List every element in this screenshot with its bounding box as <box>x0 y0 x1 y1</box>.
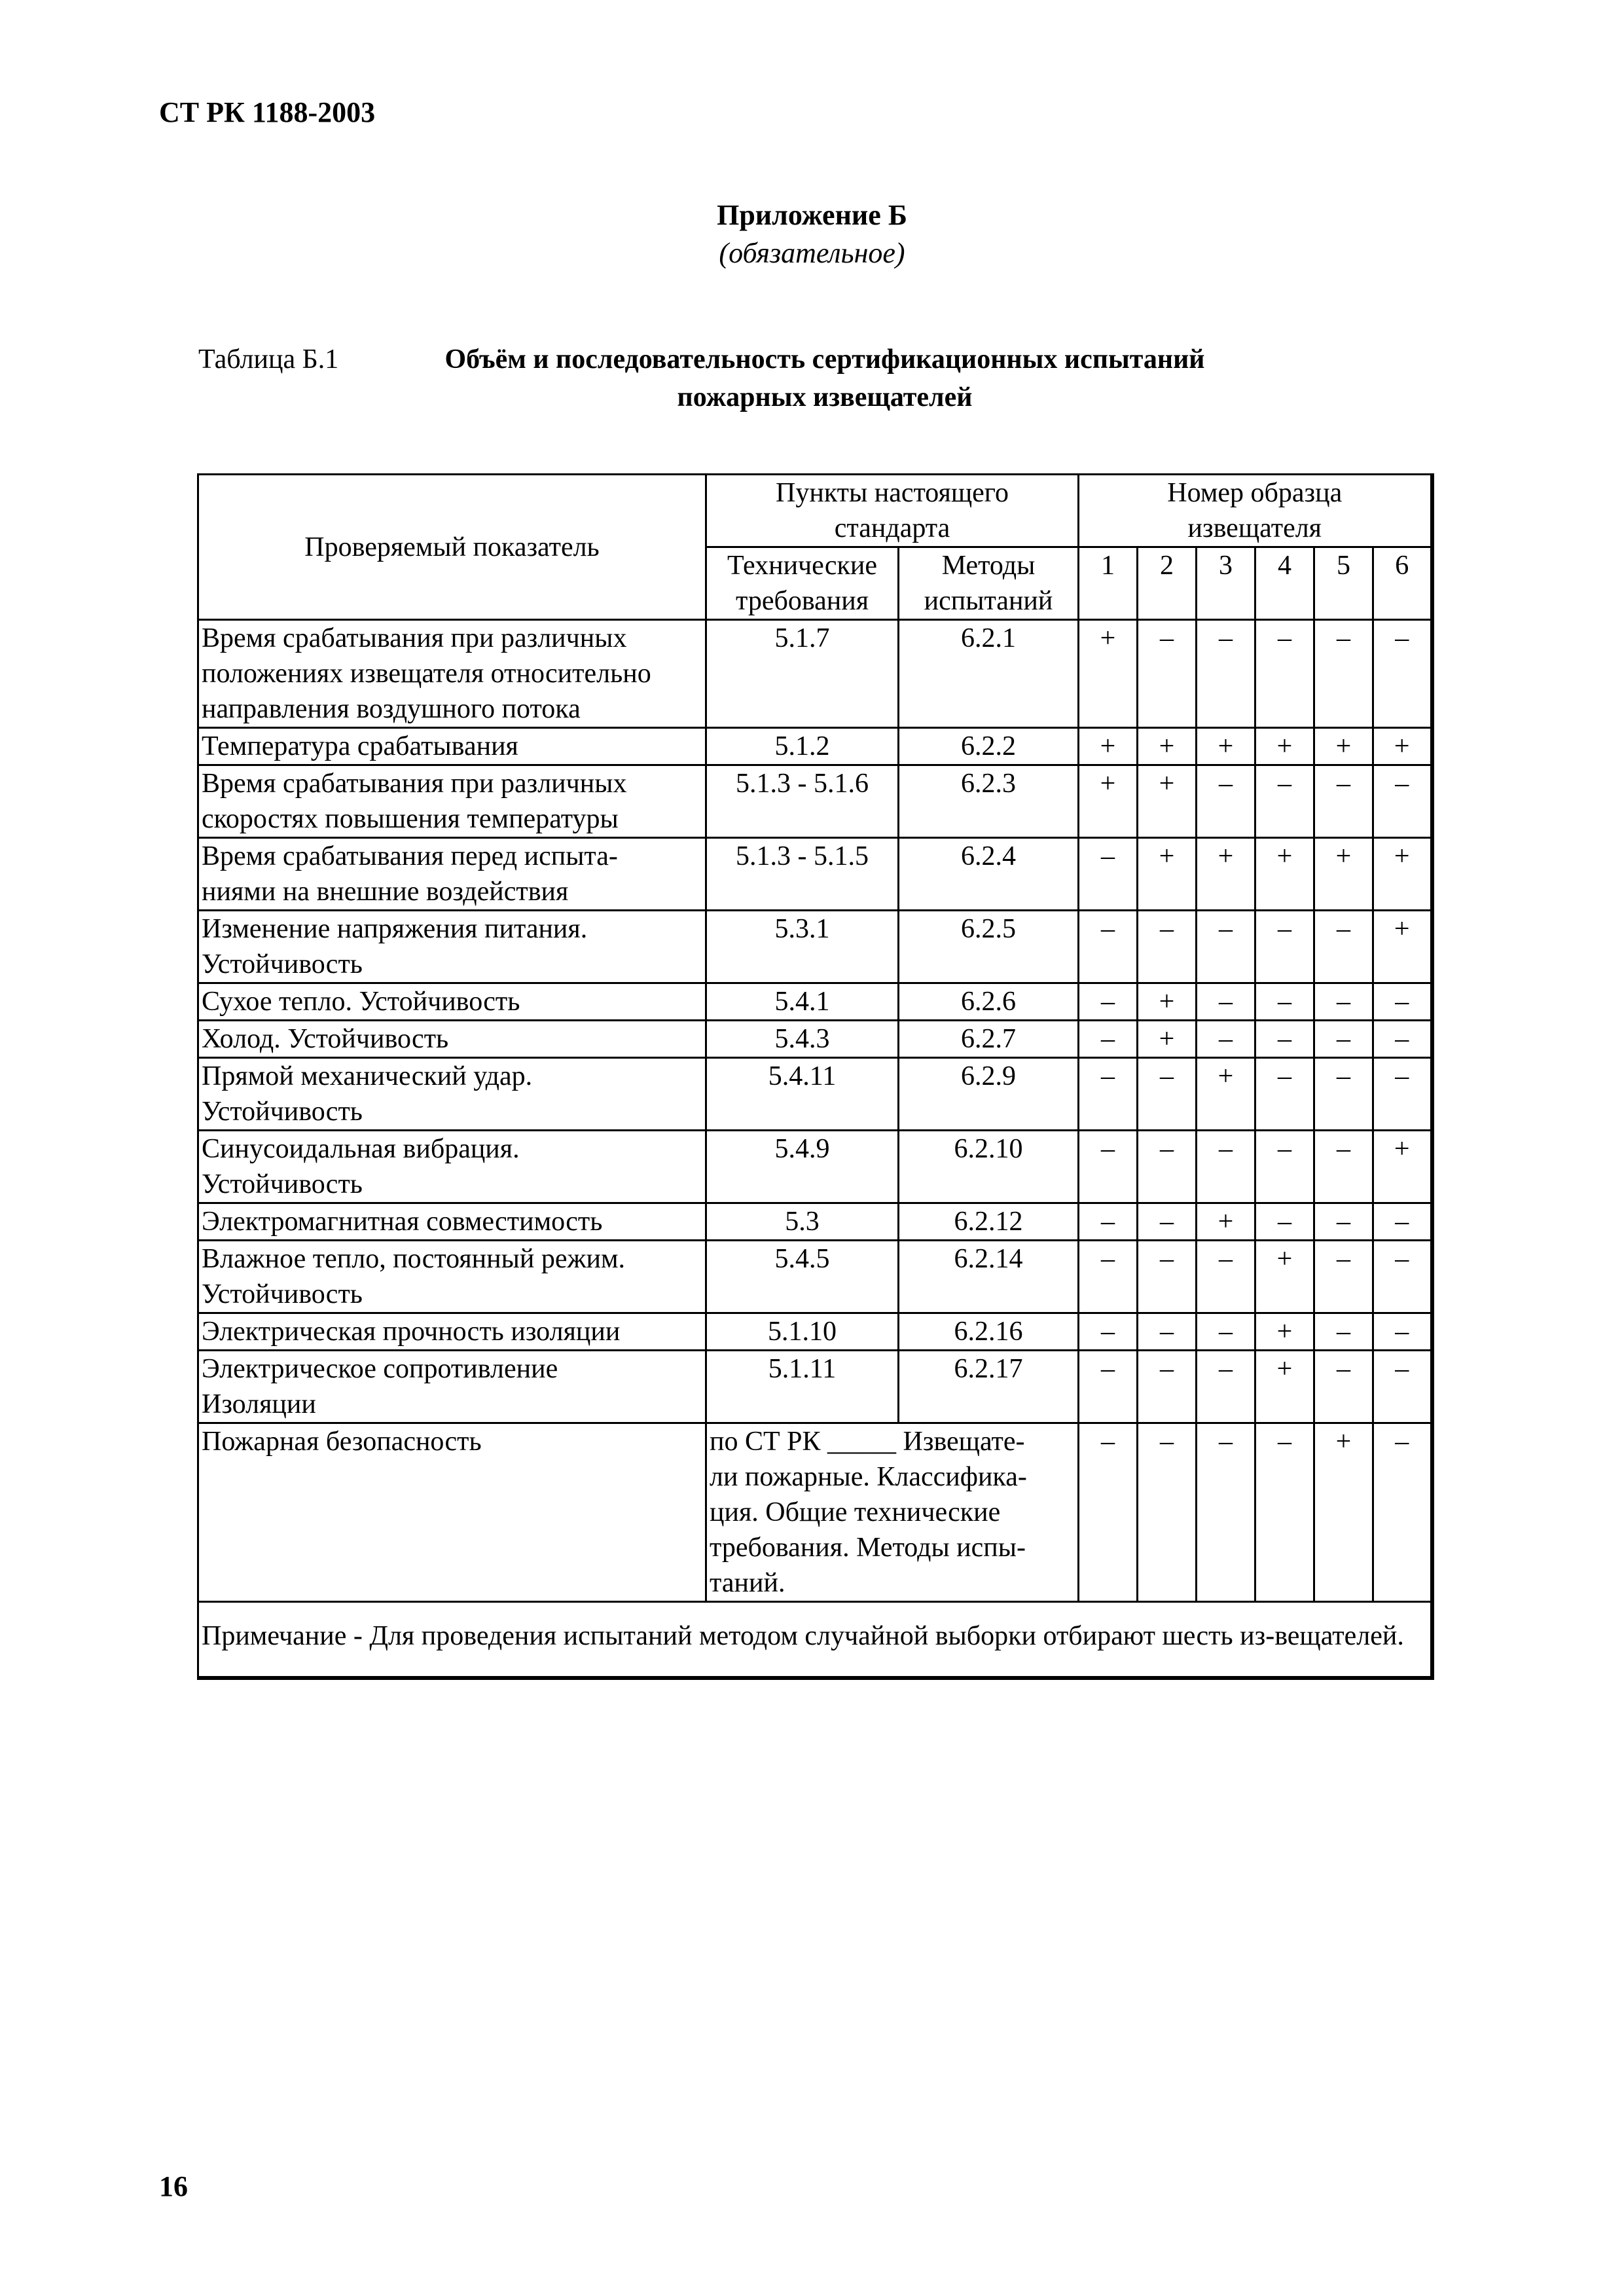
sample-mark-cell: + <box>1314 838 1373 911</box>
standard-reference-line: ция. Общие технические <box>710 1497 1001 1527</box>
sample-mark-cell: – <box>1079 983 1138 1021</box>
sample-mark-cell: – <box>1255 620 1314 728</box>
table-row <box>198 1131 1432 1203</box>
table-body <box>198 620 1432 1679</box>
table-caption-title-line: Объём и последовательность сертификационных испытаний <box>444 344 1205 374</box>
sample-mark-cell: – <box>1079 1021 1138 1058</box>
param-line: Холод. Устойчивость <box>202 1024 449 1054</box>
tech-requirement-cell: 5.1.2 <box>706 728 899 765</box>
sample-mark-cell: – <box>1255 1203 1314 1241</box>
sample-mark-cell: + <box>1197 1203 1255 1241</box>
header-samples-line: Номер образца <box>1167 478 1343 508</box>
table-row <box>198 1058 1432 1131</box>
param-cell <box>198 1241 706 1313</box>
sample-mark-cell: – <box>1314 1203 1373 1241</box>
param-line: Изменение напряжения питания. <box>202 914 588 944</box>
header-sample-number: 4 <box>1255 547 1314 620</box>
table-row <box>198 765 1432 838</box>
param-line: положениях извещателя относительно <box>202 659 651 689</box>
header-samples <box>1079 475 1432 547</box>
table-row <box>198 1203 1432 1241</box>
tech-requirement-cell: 5.4.1 <box>706 983 899 1021</box>
test-method-cell: 6.2.10 <box>899 1131 1079 1203</box>
table-row <box>198 620 1432 728</box>
sample-mark-cell: + <box>1079 765 1138 838</box>
header-sample-number: 3 <box>1197 547 1255 620</box>
appendix-subtitle: (обязательное) <box>719 237 905 269</box>
test-method-cell: 6.2.2 <box>899 728 1079 765</box>
sample-mark-cell: + <box>1255 1241 1314 1313</box>
sample-mark-cell: – <box>1255 1423 1314 1602</box>
tech-requirement-cell: 5.3.1 <box>706 911 899 983</box>
param-line: скоростях повышения температуры <box>202 804 619 834</box>
header-methods-line: Методы <box>941 551 1036 581</box>
sample-mark-cell: – <box>1197 620 1255 728</box>
tech-requirement-cell: 5.4.11 <box>706 1058 899 1131</box>
sample-mark-cell: – <box>1314 1021 1373 1058</box>
sample-mark-cell: – <box>1079 1203 1138 1241</box>
sample-mark-cell: + <box>1255 728 1314 765</box>
header-points-line: Пункты настоящего <box>776 478 1009 508</box>
table-row <box>198 838 1432 911</box>
sample-mark-cell: – <box>1079 1351 1138 1423</box>
param-line: Устойчивость <box>202 1169 363 1199</box>
tech-requirement-cell: 5.1.3 - 5.1.6 <box>706 765 899 838</box>
table-caption-title-line: пожарных извещателей <box>677 382 973 412</box>
param-line: ниями на внешние воздействия <box>202 877 569 907</box>
sample-mark-cell: + <box>1255 1313 1314 1351</box>
header-tech-line: Технические <box>727 551 878 581</box>
sample-mark-cell: – <box>1373 1021 1432 1058</box>
sample-mark-cell: – <box>1197 983 1255 1021</box>
header-sample-number: 6 <box>1373 547 1432 620</box>
standard-reference-line: ли пожарные. Классифика- <box>710 1462 1027 1492</box>
table-note: Примечание - Для проведения испытаний методом случайной выборки отбирают шесть из-вещателей. <box>198 1602 1432 1679</box>
sample-mark-cell: – <box>1197 1241 1255 1313</box>
test-method-cell: 6.2.4 <box>899 838 1079 911</box>
header-tech-requirements <box>706 547 899 620</box>
sample-mark-cell: – <box>1197 1313 1255 1351</box>
sample-mark-cell: – <box>1079 1241 1138 1313</box>
header-sample-number: 2 <box>1138 547 1197 620</box>
param-cell: Пожарная безопасность <box>198 1423 706 1602</box>
sample-mark-cell: – <box>1373 983 1432 1021</box>
table-row <box>198 983 1432 1021</box>
sample-mark-cell: – <box>1197 765 1255 838</box>
sample-mark-cell: + <box>1197 838 1255 911</box>
sample-mark-cell: + <box>1138 1021 1197 1058</box>
standard-reference-line: по СТ РК _____ Извещате- <box>710 1427 1025 1457</box>
sample-mark-cell: – <box>1373 620 1432 728</box>
param-cell <box>198 1313 706 1351</box>
header-sample-number: 1 <box>1079 547 1138 620</box>
appendix-title: Приложение Б <box>717 199 907 231</box>
param-cell <box>198 1058 706 1131</box>
test-method-cell: 6.2.7 <box>899 1021 1079 1058</box>
sample-mark-cell: – <box>1314 911 1373 983</box>
sample-mark-cell: – <box>1138 1131 1197 1203</box>
sample-mark-cell: + <box>1373 838 1432 911</box>
test-method-cell: 6.2.1 <box>899 620 1079 728</box>
sample-mark-cell: – <box>1314 1058 1373 1131</box>
header-param: Проверяемый показатель <box>198 475 706 620</box>
sample-mark-cell: + <box>1197 1058 1255 1131</box>
param-line: Температура срабатывания <box>202 731 518 761</box>
sample-mark-cell: – <box>1314 1241 1373 1313</box>
sample-mark-cell: – <box>1314 983 1373 1021</box>
sample-mark-cell: + <box>1079 620 1138 728</box>
param-line: Время срабатывания при различных <box>202 769 627 799</box>
sample-mark-cell: + <box>1138 765 1197 838</box>
sample-mark-cell: + <box>1138 983 1197 1021</box>
sample-mark-cell: – <box>1138 620 1197 728</box>
param-line: Устойчивость <box>202 949 363 979</box>
test-method-cell: 6.2.16 <box>899 1313 1079 1351</box>
document-code: СТ РК 1188-2003 <box>159 96 376 128</box>
table-row <box>198 1351 1432 1423</box>
header-methods-line: испытаний <box>924 586 1053 616</box>
sample-mark-cell: – <box>1373 1423 1432 1602</box>
sample-mark-cell: – <box>1197 1351 1255 1423</box>
test-method-cell: 6.2.14 <box>899 1241 1079 1313</box>
sample-mark-cell: – <box>1373 1241 1432 1313</box>
test-method-cell: 6.2.9 <box>899 1058 1079 1131</box>
sample-mark-cell: + <box>1197 728 1255 765</box>
sample-mark-cell: – <box>1197 911 1255 983</box>
table-row <box>198 911 1432 983</box>
table-row-fire-safety <box>198 1423 1432 1602</box>
sample-mark-cell: + <box>1373 728 1432 765</box>
sample-mark-cell: + <box>1138 838 1197 911</box>
sample-mark-cell: + <box>1314 728 1373 765</box>
tech-requirement-cell: 5.1.11 <box>706 1351 899 1423</box>
sample-mark-cell: – <box>1138 1058 1197 1131</box>
sample-mark-cell: – <box>1373 1058 1432 1131</box>
page-number: 16 <box>159 2170 188 2202</box>
param-line: Синусоидальная вибрация. <box>202 1134 520 1164</box>
param-cell <box>198 728 706 765</box>
sample-mark-cell: – <box>1373 1313 1432 1351</box>
test-method-cell: 6.2.3 <box>899 765 1079 838</box>
sample-mark-cell: + <box>1255 1351 1314 1423</box>
param-line: Время срабатывания при различных <box>202 623 627 653</box>
sample-mark-cell: – <box>1138 1241 1197 1313</box>
tech-requirement-cell: 5.1.10 <box>706 1313 899 1351</box>
sample-mark-cell: – <box>1373 1203 1432 1241</box>
sample-mark-cell: – <box>1079 1313 1138 1351</box>
sample-mark-cell: – <box>1079 911 1138 983</box>
header-test-methods <box>899 547 1079 620</box>
appendix-heading <box>0 196 1624 272</box>
table-row <box>198 1021 1432 1058</box>
param-line: Изоляции <box>202 1389 316 1419</box>
sample-mark-cell: – <box>1373 765 1432 838</box>
sample-mark-cell: – <box>1373 1351 1432 1423</box>
sample-mark-cell: – <box>1197 1423 1255 1602</box>
sample-mark-cell: + <box>1255 838 1314 911</box>
sample-mark-cell: – <box>1255 1021 1314 1058</box>
sample-mark-cell: – <box>1255 1058 1314 1131</box>
test-method-cell: 6.2.12 <box>899 1203 1079 1241</box>
param-cell <box>198 1203 706 1241</box>
sample-mark-cell: – <box>1255 1131 1314 1203</box>
sample-mark-cell: + <box>1138 728 1197 765</box>
param-line: Электрическая прочность изоляции <box>202 1317 621 1347</box>
sample-mark-cell: – <box>1314 1313 1373 1351</box>
sample-mark-cell: – <box>1079 838 1138 911</box>
sample-mark-cell: – <box>1314 1351 1373 1423</box>
sample-mark-cell: – <box>1314 1131 1373 1203</box>
table-row <box>198 728 1432 765</box>
test-method-cell: 6.2.6 <box>899 983 1079 1021</box>
table-caption-label: Таблица Б.1 <box>198 344 339 374</box>
param-line: Время срабатывания перед испыта- <box>202 841 618 871</box>
sample-mark-cell: – <box>1138 1313 1197 1351</box>
sample-mark-cell: – <box>1314 620 1373 728</box>
standard-reference-cell <box>706 1423 1079 1602</box>
table-header-row <box>198 475 1432 547</box>
sample-mark-cell: – <box>1197 1021 1255 1058</box>
tech-requirement-cell: 5.3 <box>706 1203 899 1241</box>
standard-reference-line: таний. <box>710 1568 785 1598</box>
header-sample-number: 5 <box>1314 547 1373 620</box>
param-line: Электромагнитная совместимость <box>202 1207 603 1237</box>
test-method-cell: 6.2.17 <box>899 1351 1079 1423</box>
header-tech-line: требования <box>735 586 869 616</box>
tech-requirement-cell: 5.4.9 <box>706 1131 899 1203</box>
param-cell <box>198 620 706 728</box>
tech-requirement-cell: 5.4.5 <box>706 1241 899 1313</box>
sample-mark-cell: – <box>1197 1131 1255 1203</box>
param-line: направления воздушного потока <box>202 694 581 724</box>
header-points <box>706 475 1079 547</box>
sample-mark-cell: – <box>1079 1131 1138 1203</box>
sample-mark-cell: – <box>1255 911 1314 983</box>
sample-mark-cell: – <box>1079 1423 1138 1602</box>
param-cell <box>198 838 706 911</box>
tech-requirement-cell: 5.1.7 <box>706 620 899 728</box>
param-cell <box>198 983 706 1021</box>
sample-mark-cell: + <box>1373 1131 1432 1203</box>
param-cell <box>198 1131 706 1203</box>
sample-mark-cell: – <box>1079 1058 1138 1131</box>
header-points-line: стандарта <box>834 513 950 543</box>
sample-mark-cell: – <box>1138 1351 1197 1423</box>
certification-tests-table <box>197 473 1434 1680</box>
param-line: Устойчивость <box>202 1097 363 1127</box>
param-line: Электрическое сопротивление <box>202 1354 558 1384</box>
sample-mark-cell: – <box>1314 765 1373 838</box>
sample-mark-cell: + <box>1079 728 1138 765</box>
header-samples-line: извещателя <box>1187 513 1322 543</box>
param-cell <box>198 911 706 983</box>
standard-reference-line: требования. Методы испы- <box>710 1533 1026 1563</box>
table-row <box>198 1241 1432 1313</box>
table-note-row <box>198 1602 1432 1679</box>
param-line: Влажное тепло, постоянный режим. <box>202 1244 626 1274</box>
tech-requirement-cell: 5.4.3 <box>706 1021 899 1058</box>
table-caption-title <box>367 340 1283 416</box>
param-line: Прямой механический удар. <box>202 1061 533 1091</box>
table-row <box>198 1313 1432 1351</box>
sample-mark-cell: + <box>1373 911 1432 983</box>
tech-requirement-cell: 5.1.3 - 5.1.5 <box>706 838 899 911</box>
param-line: Устойчивость <box>202 1279 363 1309</box>
param-cell <box>198 1351 706 1423</box>
sample-mark-cell: – <box>1138 1423 1197 1602</box>
param-line: Сухое тепло. Устойчивость <box>202 987 520 1017</box>
sample-mark-cell: + <box>1314 1423 1373 1602</box>
test-method-cell: 6.2.5 <box>899 911 1079 983</box>
sample-mark-cell: – <box>1255 983 1314 1021</box>
sample-mark-cell: – <box>1138 911 1197 983</box>
param-cell <box>198 765 706 838</box>
param-cell <box>198 1021 706 1058</box>
sample-mark-cell: – <box>1255 765 1314 838</box>
sample-mark-cell: – <box>1138 1203 1197 1241</box>
